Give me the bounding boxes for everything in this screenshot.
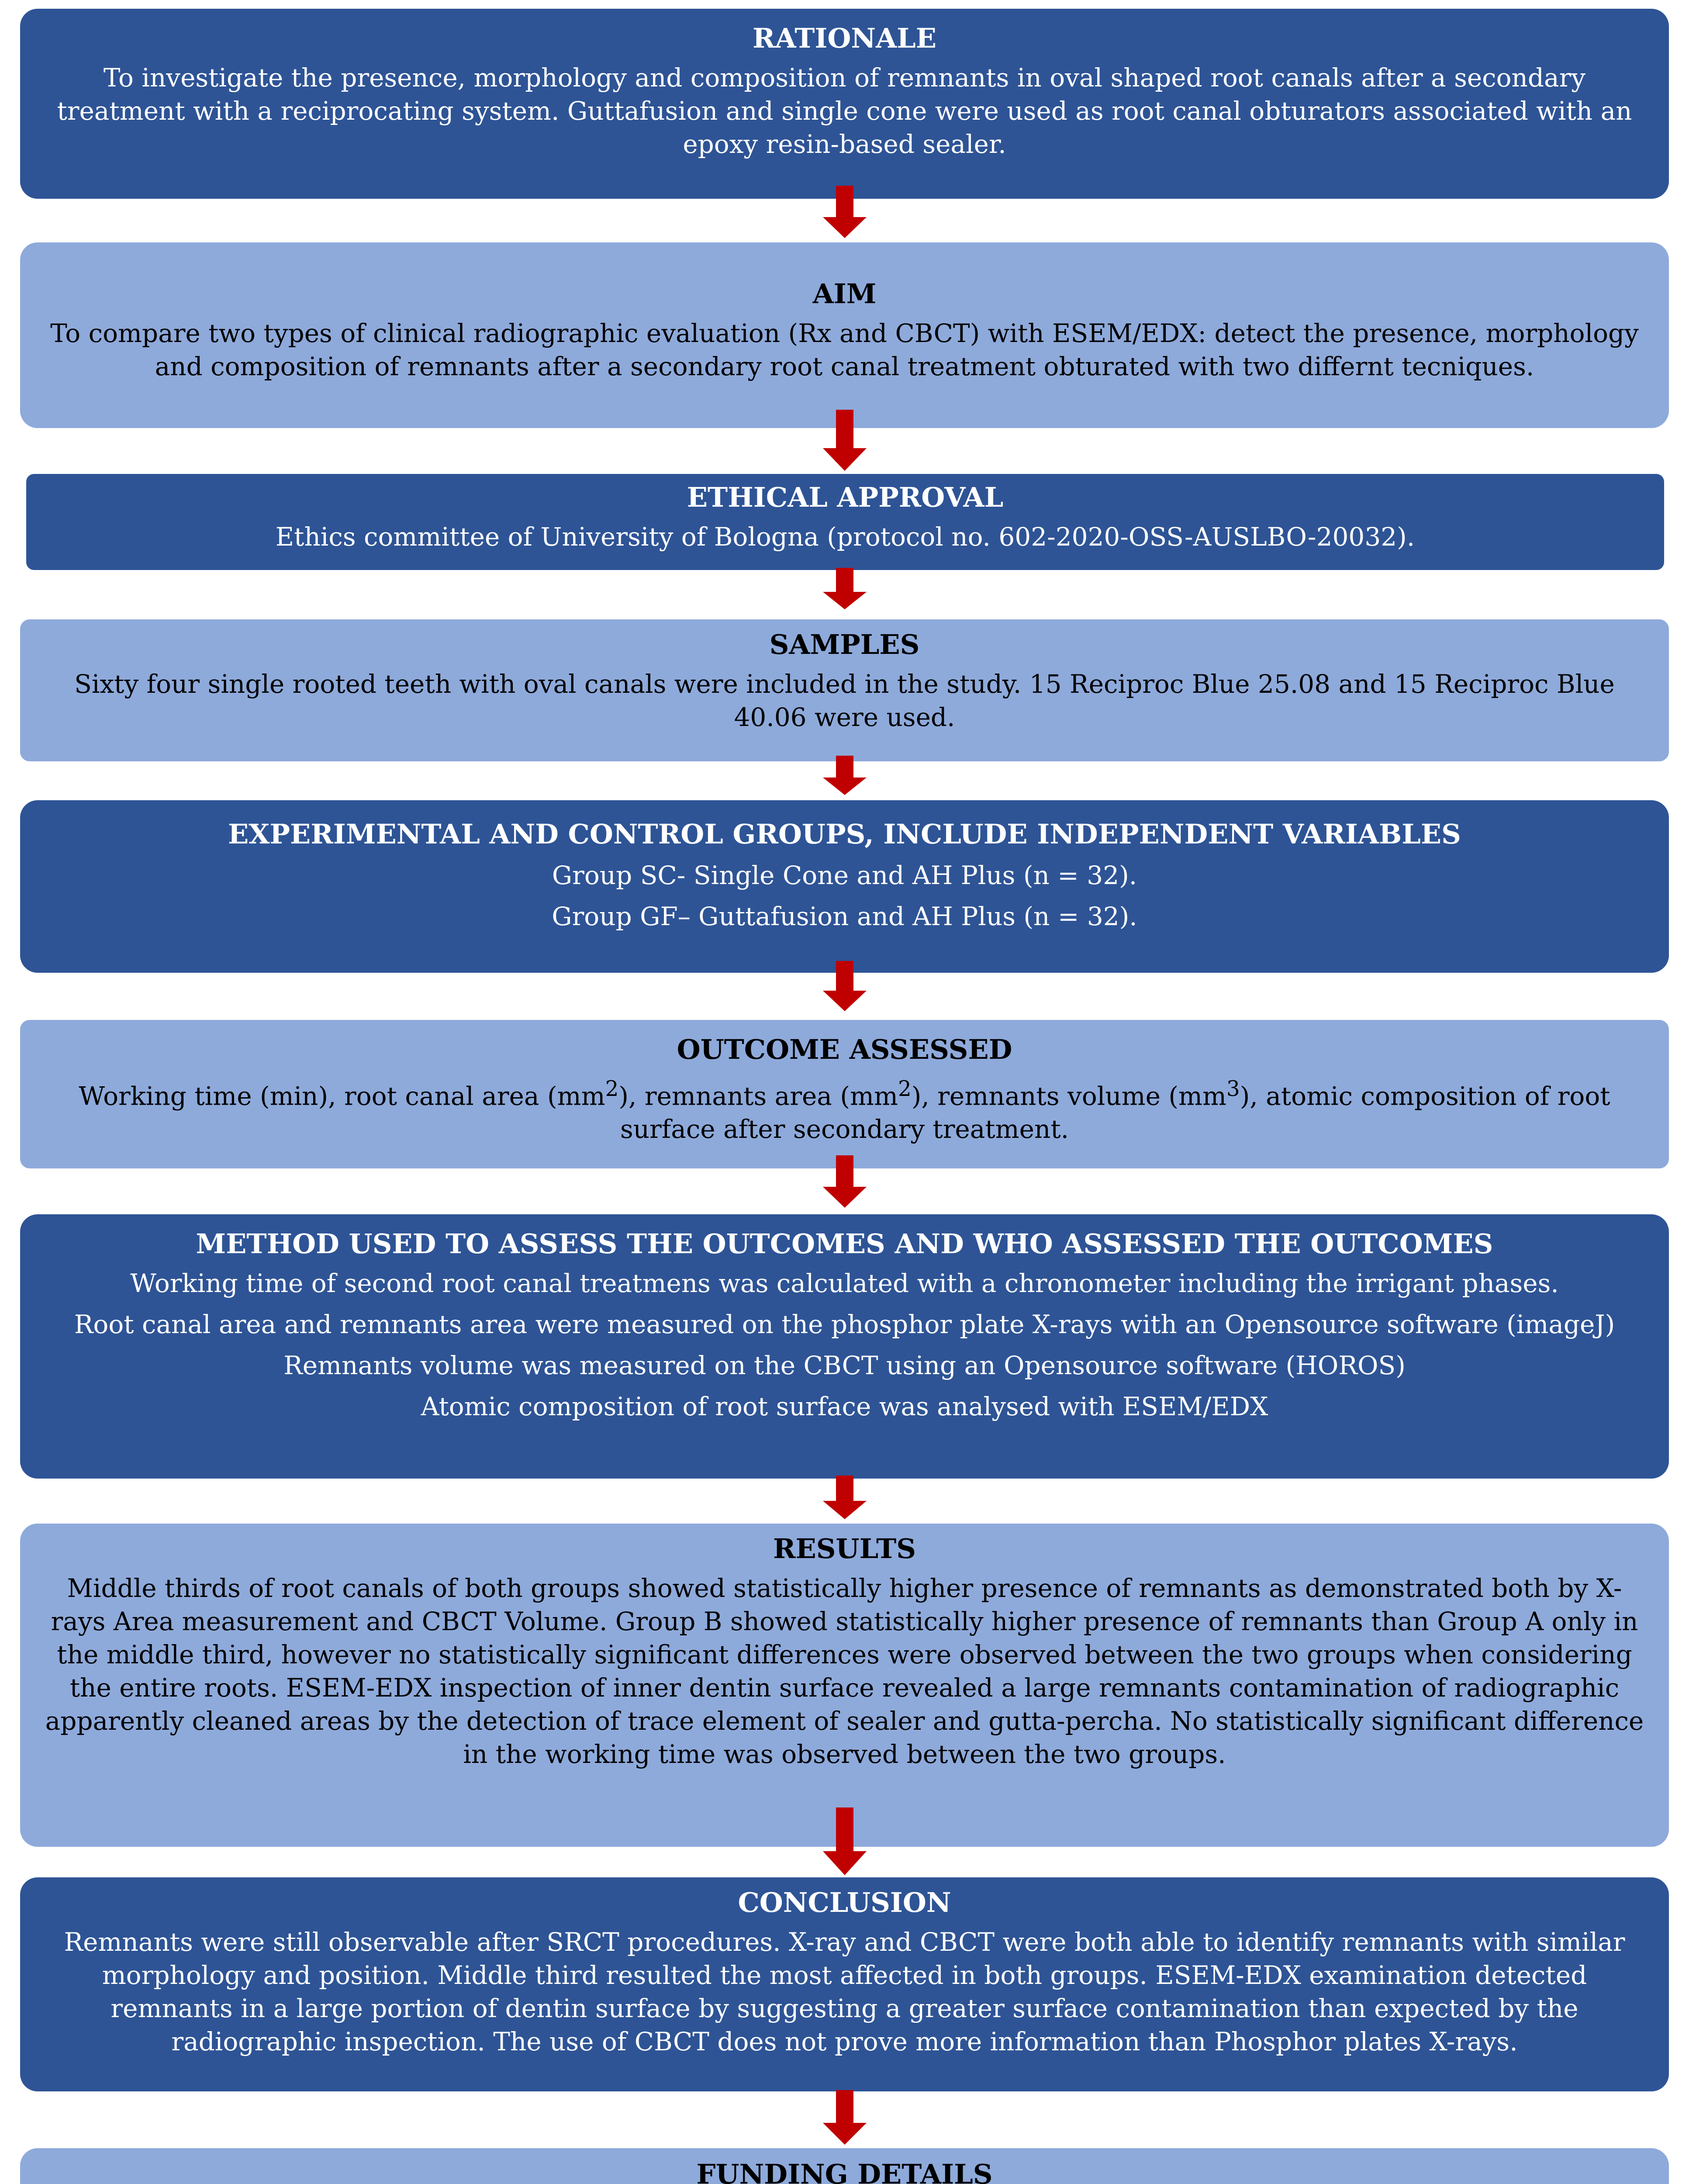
method-line-working-time: Working time of second root canal treatmens was calculated with a chronometer including the irrigant phases.: [130, 1268, 1559, 1298]
arrow-down-icon: [823, 568, 867, 609]
conclusion-box: [20, 1877, 1669, 2091]
ethical-title: ETHICAL APPROVAL: [687, 481, 1004, 513]
outcome-title: OUTCOME ASSESSED: [677, 1033, 1012, 1065]
aim-title: AIM: [812, 278, 877, 310]
funding-box: [20, 2148, 1669, 2184]
ethical-text: Ethics committee of University of Bologna (protocol no. 602-2020-OSS-AUSLBO-20032).: [275, 522, 1415, 552]
outcome-sup2: 2: [898, 1077, 912, 1101]
method-title: METHOD USED TO ASSESS THE OUTCOMES AND WHO ASSESSED THE OUTCOMES: [196, 1228, 1493, 1260]
groups-box: [20, 800, 1669, 973]
arrow-down-icon: [823, 1807, 867, 1875]
arrow-down-icon: [823, 756, 867, 795]
outcome-sup3: 3: [1226, 1077, 1240, 1101]
method-box: [20, 1214, 1669, 1479]
arrow-down-icon: [823, 1155, 867, 1208]
outcome-text: [42, 1072, 1647, 1146]
method-line-volume: Remnants volume was measured on the CBCT using an Opensource software (HOROS): [283, 1351, 1406, 1380]
results-box: [20, 1524, 1669, 1847]
samples-title: SAMPLES: [769, 629, 920, 660]
groups-line-gf: Group GF– Guttafusion and AH Plus (n = 32).: [552, 902, 1137, 931]
outcome-sup1: 2: [605, 1077, 619, 1101]
rationale-box: [20, 9, 1669, 199]
rationale-text: To investigate the presence, morphology and composition of remnants in oval shaped root canals after a secondary treatment with a reciprocating system. Guttafusion and single cone were used as root canal obturators associated with an epoxy resin-based sealer.: [57, 63, 1632, 159]
results-title: RESULTS: [773, 1533, 916, 1565]
results-text: Middle thirds of root canals of both groups showed statistically higher presence of remnants as demonstrated both by X-rays Area measurement and CBCT Volume. Group B showed statistically higher presence of remnants than Group A only in the middle third, however no statistically significant differences were observed between the two groups when considering the entire roots. ESEM-EDX inspection of inner dentin surface revealed a large remnants contamination of radiographic apparently cleaned areas by the detection of trace element of sealer and gutta-percha. No statistically significant difference in the working time was observed between the two groups.: [45, 1573, 1644, 1769]
rationale-title: RATIONALE: [752, 22, 936, 54]
groups-line-sc: Group SC- Single Cone and AH Plus (n = 32).: [552, 860, 1137, 890]
ethical-box: [26, 474, 1664, 570]
aim-box: [20, 242, 1669, 428]
outcome-text-part2: ), remnants area (mm: [618, 1081, 898, 1111]
conclusion-text: Remnants were still observable after SRCT procedures. X-ray and CBCT were both able to identify remnants with similar morphology and position. Middle third resulted the most affected in both groups. ESEM-EDX examination detected remnants in a large portion of dentin surface by suggesting a greater surface contamination than expected by the radiographic inspection. The use of CBCT does not prove more information than Phosphor plates X-rays.: [64, 1927, 1625, 2056]
method-line-composition: Atomic composition of root surface was analysed with ESEM/EDX: [421, 1392, 1268, 1421]
arrow-down-icon: [823, 186, 867, 238]
method-line-area: Root canal area and remnants area were measured on the phosphor plate X-rays with an Opensource software (imageJ): [74, 1310, 1615, 1339]
samples-text: Sixty four single rooted teeth with oval canals were included in the study. 15 Reciproc Blue 25.08 and 15 Reciproc Blue 40.06 were used.: [74, 669, 1615, 732]
funding-title: FUNDING DETAILS: [696, 2158, 993, 2184]
aim-text: To compare two types of clinical radiographic evaluation (Rx and CBCT) with ESEM/EDX: detect the presence, morphology and composition of remnants after a secondary root canal treatment obturated with two differnt tecniques.: [50, 318, 1639, 381]
arrow-down-icon: [823, 2090, 867, 2145]
outcome-text-part4: ), atomic composition of root surface after secondary treatment.: [620, 1081, 1610, 1144]
outcome-text-part3: ), remnants volume (mm: [911, 1081, 1227, 1111]
outcome-text-part1: Working time (min), root canal area (mm: [79, 1081, 605, 1111]
arrow-down-icon: [823, 410, 867, 471]
outcome-box: [20, 1020, 1669, 1168]
groups-title: EXPERIMENTAL AND CONTROL GROUPS, INCLUDE INDEPENDENT VARIABLES: [228, 818, 1461, 850]
conclusion-title: CONCLUSION: [738, 1887, 951, 1918]
samples-box: [20, 619, 1669, 761]
arrow-down-icon: [823, 961, 867, 1011]
arrow-down-icon: [823, 1476, 867, 1519]
